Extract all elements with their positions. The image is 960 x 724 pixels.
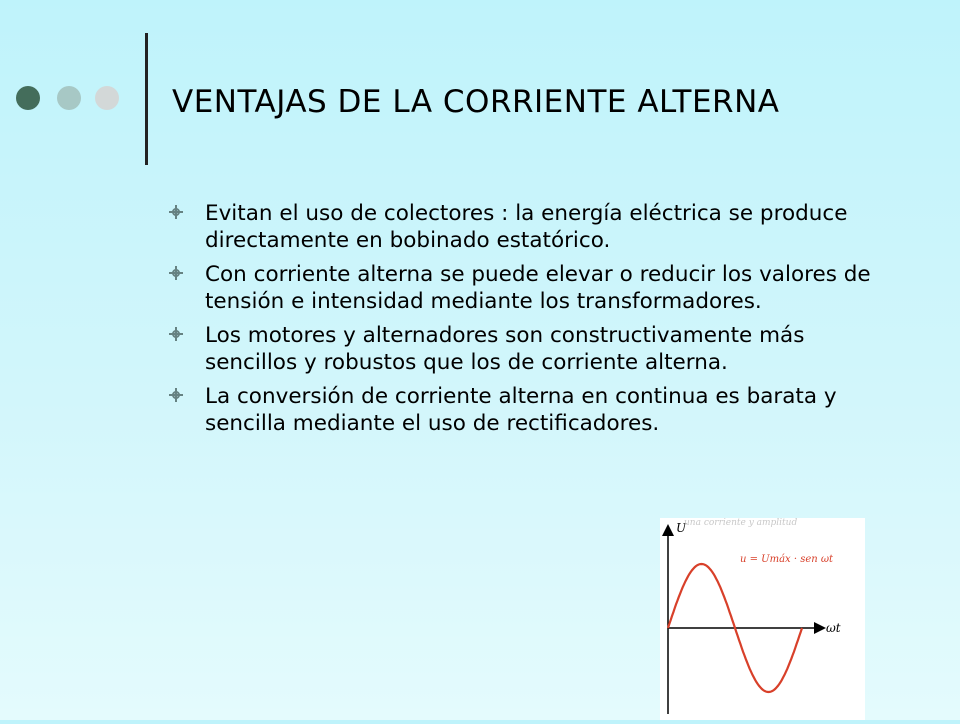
y-axis-label: U [676,521,687,535]
bullet-text: La conversión de corriente alterna en continua es barata y sencilla mediante el uso de rectificadores. [205,384,837,436]
bullet-item [160,322,890,376]
faded-heading: una corriente y amplitud [684,518,798,528]
bullet-item [160,261,890,315]
decor-dot-dark [16,86,40,110]
bullet-text: Con corriente alterna se puede elevar o reducir los valores de tensión e intensidad mediante los transformadores. [205,262,871,314]
decor-dot-light [95,86,119,110]
x-axis-label: ωt [826,621,841,635]
sine-formula: u = Umáx · sen ωt [740,554,834,565]
bullet-list [160,200,890,444]
slide-title: VENTAJAS DE LA CORRIENTE ALTERNA [172,84,780,120]
sine-wave-svg [660,518,865,720]
crosshair-bullet-icon [172,391,180,399]
bullet-item [160,200,890,254]
sine-wave-figure [660,518,865,720]
bullet-item [160,383,890,437]
crosshair-bullet-icon [172,330,180,338]
title-divider [145,33,148,165]
bullet-text: Los motores y alternadores son constructivamente más sencillos y robustos que los de corriente alterna. [205,323,805,375]
decor-dot-mid [57,86,81,110]
bullet-text: Evitan el uso de colectores : la energía eléctrica se produce directamente en bobinado estatórico. [205,201,848,253]
crosshair-bullet-icon [172,269,180,277]
crosshair-bullet-icon [172,208,180,216]
